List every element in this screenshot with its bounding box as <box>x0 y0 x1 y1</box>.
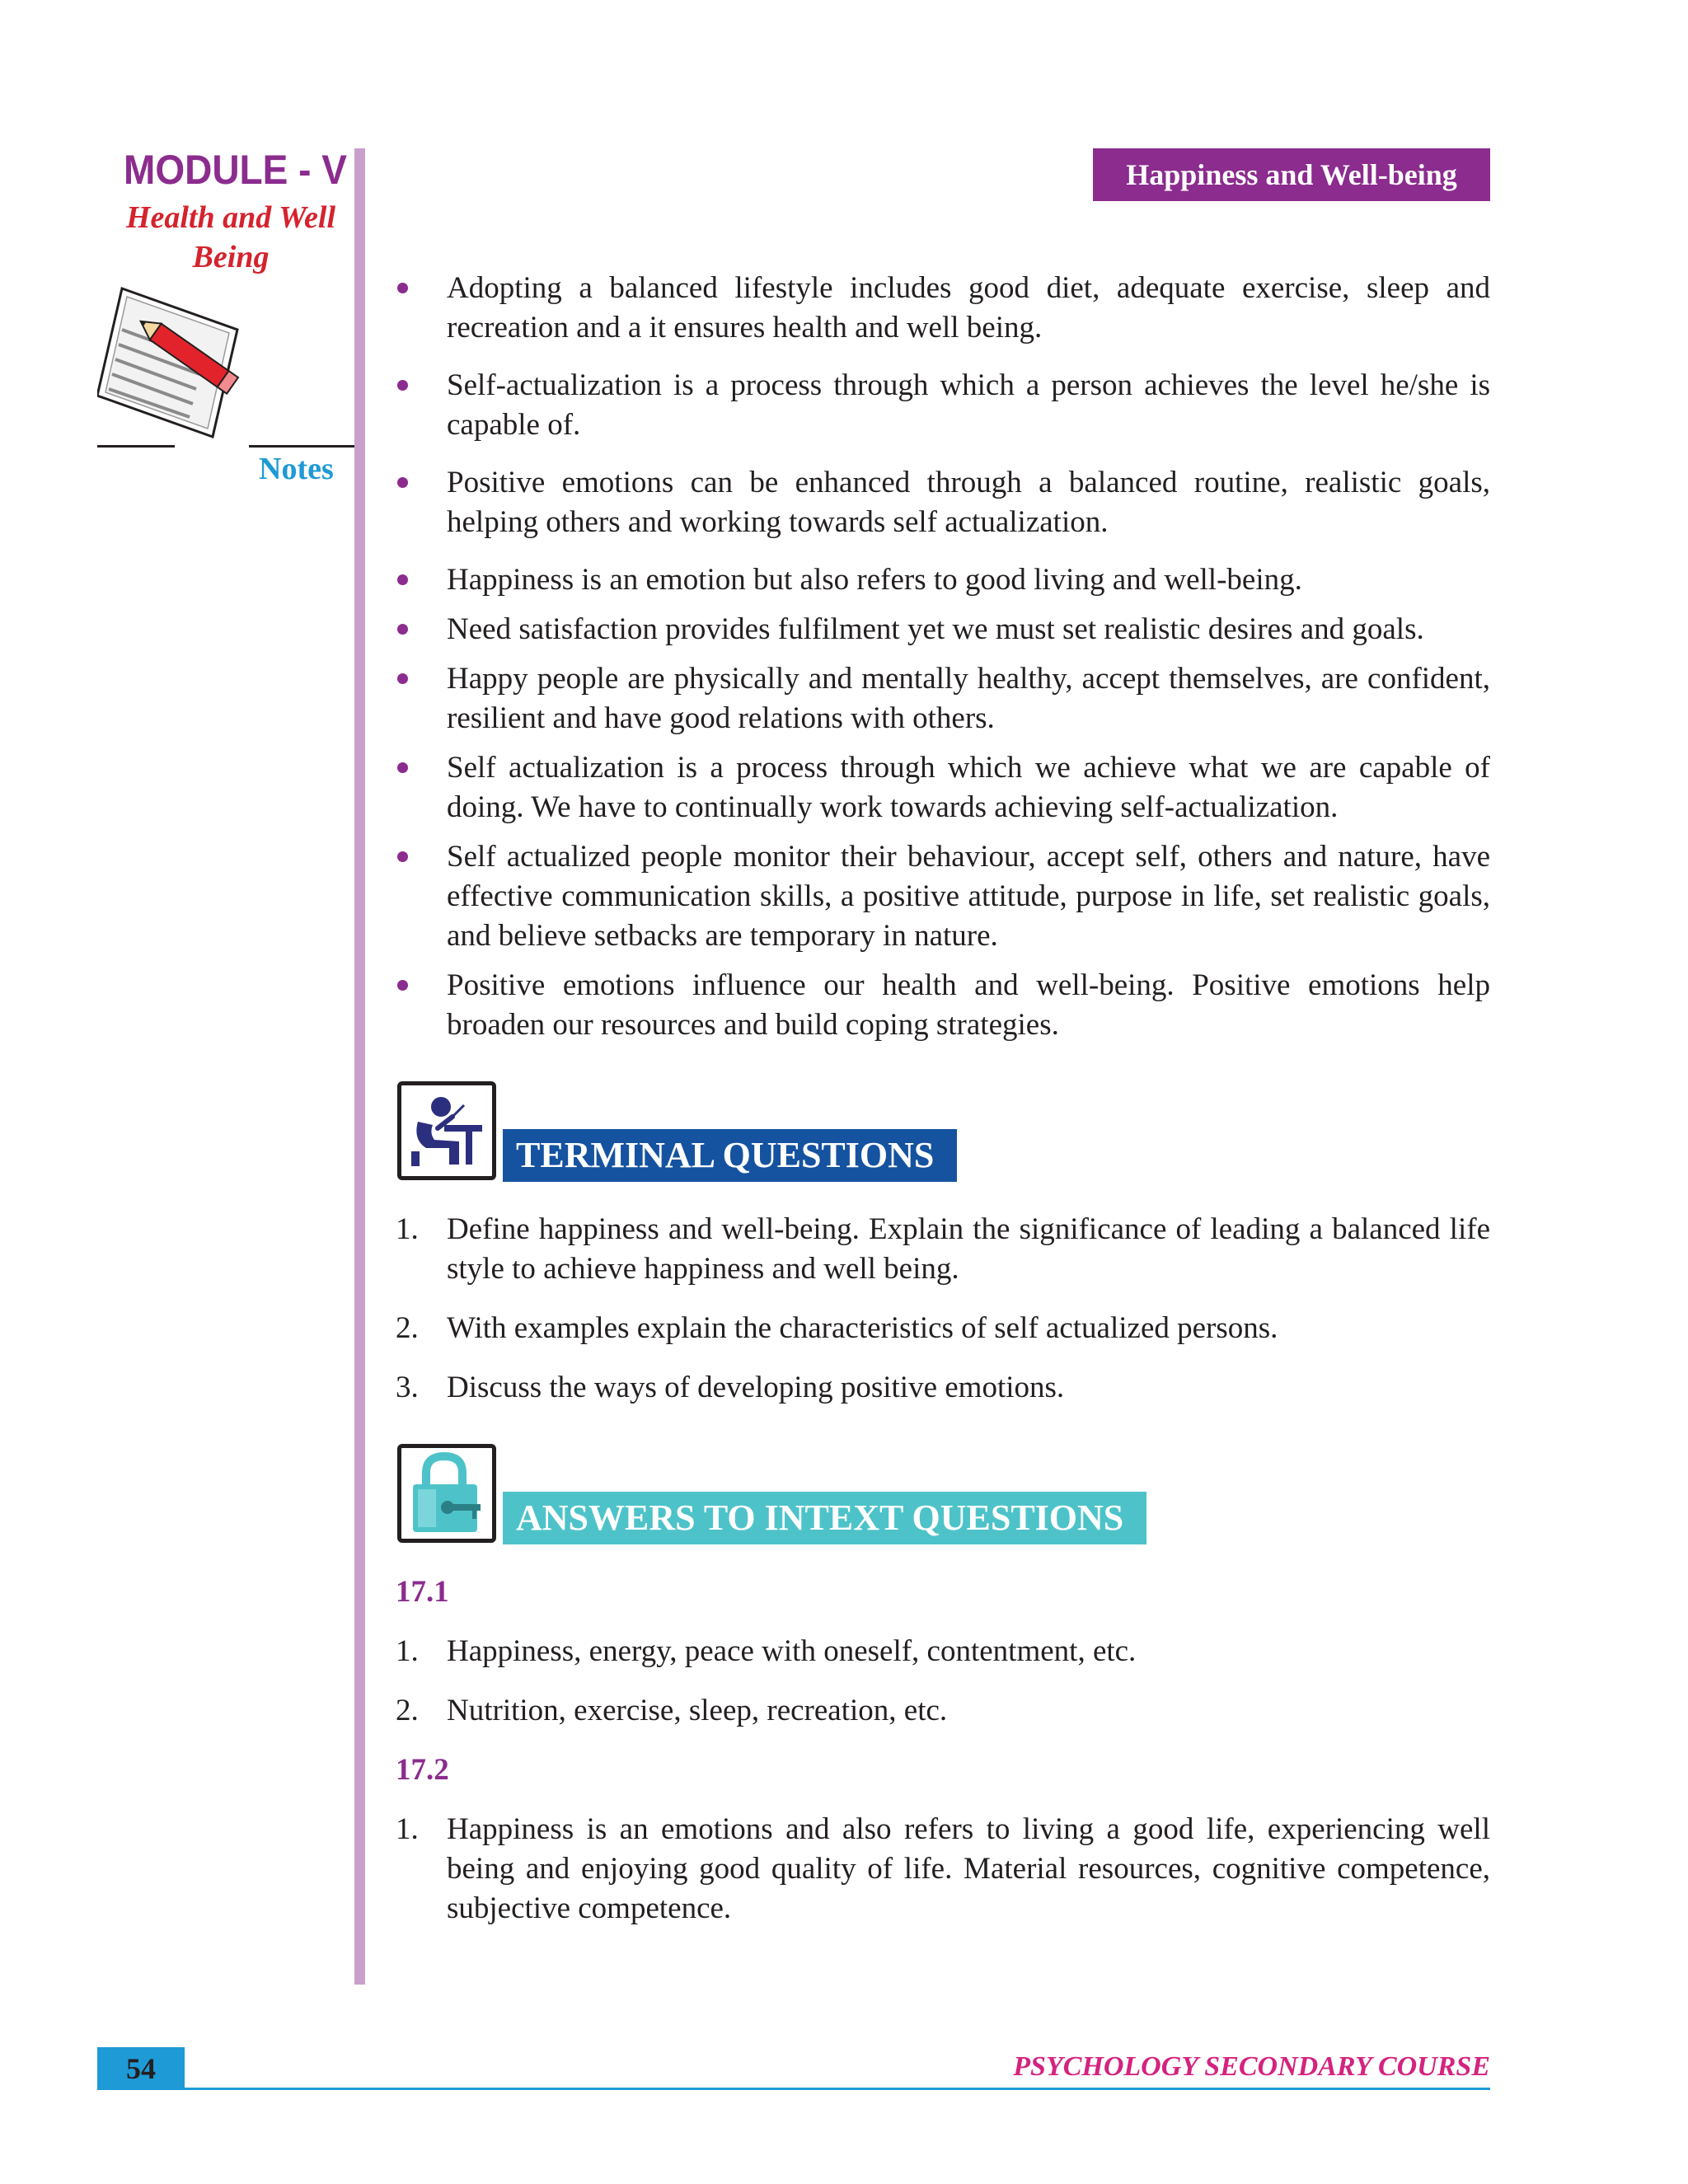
list-item-text: Positive emotions influence our health and well-being. Positive emotions help broaden our resources and build coping strategies. <box>447 968 1490 1042</box>
bullet-dot <box>397 380 408 391</box>
answers-header <box>394 1444 1490 1553</box>
list-item <box>394 269 1490 348</box>
list-item-text: Positive emotions can be enhanced through a balanced routine, realistic goals, helping others and working towards self actualization. <box>447 466 1490 539</box>
list-item-text: Nutrition, exercise, sleep, recreation, etc. <box>447 1694 948 1727</box>
answers-title: ANSWERS TO INTEXT QUESTIONS <box>503 1492 1146 1544</box>
list-item-text: Need satisfaction provides fulfilment yet we must set realistic desires and goals. <box>447 612 1424 646</box>
notepad-pencil-icon <box>97 280 262 445</box>
list-item-text: Happiness is an emotions and also refers to living a good life, experiencing well being and enjoying good quality of life. Material resources, cognitive competence, subjective competence. <box>447 1812 1490 1925</box>
bullet-dot <box>397 283 408 293</box>
course-title: PSYCHOLOGY SECONDARY COURSE <box>1013 2051 1490 2082</box>
list-item <box>394 1309 1490 1348</box>
terminal-questions-header <box>394 1081 1490 1190</box>
module-subtitle <box>107 198 354 277</box>
bullet-dot <box>397 673 408 684</box>
list-item-text: Self-actualization is a process through which a person achieves the level he/she is capable of. <box>447 368 1490 442</box>
module-subtitle-line-1: Health and Well <box>125 200 336 235</box>
notes-label: Notes <box>259 452 334 486</box>
list-item-text: Self actualized people monitor their behaviour, accept self, others and nature, have effective communication skills, a positive attitude, purpose in life, set realistic goals, and believe setbacks are temporary in nature. <box>447 840 1490 953</box>
item-number: 1. <box>396 1634 419 1668</box>
list-item-text: Happiness, energy, peace with oneself, contentment, etc. <box>447 1634 1137 1668</box>
item-number: 1. <box>396 1212 419 1246</box>
footer-rule <box>185 2088 1490 2090</box>
answers-list-17-2 <box>394 1810 1490 1929</box>
answer-section-label: 17.1 <box>396 1575 449 1609</box>
item-number: 2. <box>396 1694 419 1727</box>
list-item <box>394 463 1490 542</box>
bullet-dot <box>397 851 408 862</box>
chapter-title-badge: Happiness and Well-being <box>1093 148 1490 201</box>
terminal-questions-title: TERMINAL QUESTIONS <box>503 1129 957 1182</box>
bullet-dot <box>397 762 408 773</box>
list-item <box>394 1691 1490 1731</box>
bullet-dot <box>397 477 408 488</box>
terminal-questions-list <box>394 1210 1490 1408</box>
student-writing-icon <box>397 1081 496 1180</box>
list-item-text: Happy people are physically and mentally healthy, accept themselves, are confident, resilient and have good relations with others. <box>447 662 1490 735</box>
list-item <box>394 366 1490 445</box>
sidebar-divider <box>354 148 365 1985</box>
list-item <box>394 837 1490 956</box>
padlock-key-icon <box>397 1444 496 1543</box>
item-number: 3. <box>396 1371 419 1404</box>
notes-rule-gap <box>175 442 249 451</box>
list-item <box>394 659 1490 738</box>
bullet-dot <box>397 980 408 991</box>
list-item-text: Happiness is an emotion but also refers to good living and well-being. <box>447 563 1302 597</box>
item-number: 1. <box>396 1812 419 1846</box>
list-item-text: Self actualization is a process through which we achieve what we are capable of doing. We have to continually work towards achieving self-actualization. <box>447 751 1490 824</box>
list-item-text: With examples explain the characteristics of self actualized persons. <box>447 1311 1278 1345</box>
module-title: MODULE - V <box>124 147 347 193</box>
answers-list-17-1 <box>394 1632 1490 1731</box>
main-content <box>394 269 1490 1948</box>
page-number: 54 <box>97 2047 185 2090</box>
list-item <box>394 560 1490 600</box>
list-item <box>394 1368 1490 1408</box>
list-item-text: Define happiness and well-being. Explain the significance of leading a balanced life style to achieve happiness and well being. <box>447 1212 1490 1286</box>
answer-section-label: 17.2 <box>396 1753 449 1787</box>
list-item <box>394 1632 1490 1671</box>
item-number: 2. <box>396 1311 419 1345</box>
list-item-text: Discuss the ways of developing positive emotions. <box>447 1371 1065 1404</box>
list-item <box>394 966 1490 1045</box>
bullet-dot <box>397 624 408 635</box>
module-subtitle-line-2: Being <box>192 240 270 274</box>
bullet-dot <box>397 574 408 585</box>
summary-list <box>394 269 1490 1045</box>
list-item-text: Adopting a balanced lifestyle includes good diet, adequate exercise, sleep and recreation and a it ensures health and well being. <box>447 271 1490 344</box>
list-item <box>394 1810 1490 1929</box>
list-item <box>394 610 1490 649</box>
list-item <box>394 748 1490 827</box>
list-item <box>394 1210 1490 1289</box>
